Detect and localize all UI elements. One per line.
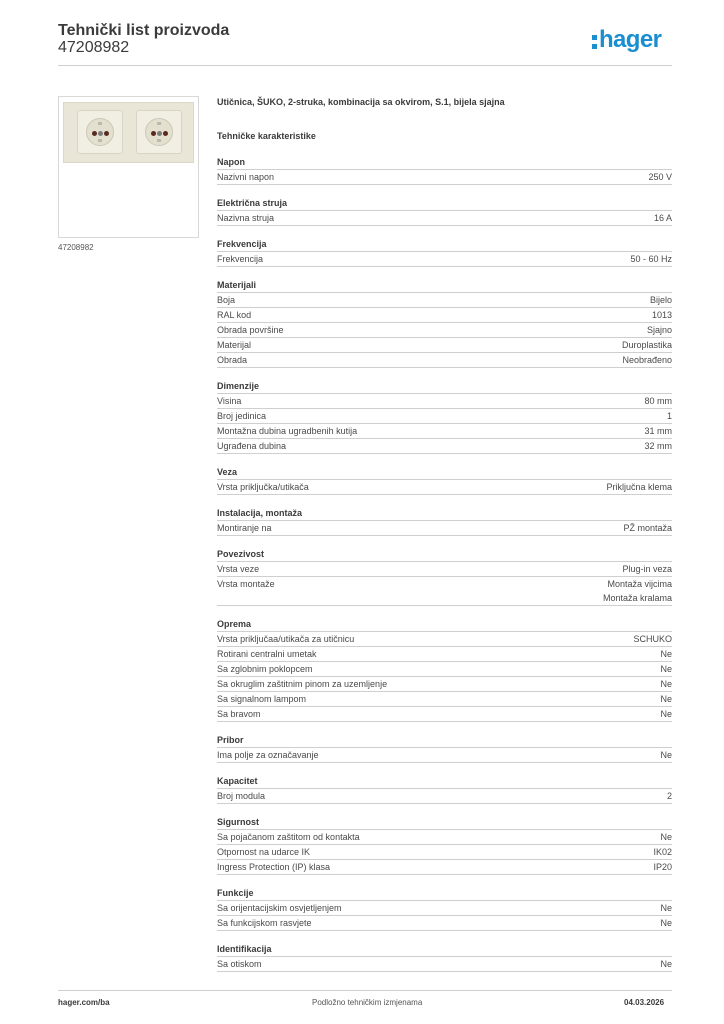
spec-value-line: Ne	[660, 832, 672, 842]
product-image	[58, 96, 199, 238]
spec-label: Visina	[217, 396, 242, 406]
spec-value	[644, 424, 672, 438]
spec-row	[217, 480, 672, 495]
spec-value	[654, 211, 672, 225]
spec-row	[217, 632, 672, 647]
spec-row	[217, 830, 672, 845]
spec-value	[622, 338, 672, 352]
spec-value-line: Ne	[660, 649, 672, 659]
spec-group-title: Funkcije	[217, 887, 672, 901]
spec-value-line: Ne	[660, 918, 672, 928]
spec-label: Rotirani centralni umetak	[217, 649, 317, 659]
spec-row	[217, 748, 672, 763]
spec-value-line: Montaža kralama	[602, 593, 672, 603]
spec-row	[217, 424, 672, 439]
spec-label: RAL kod	[217, 310, 252, 320]
spec-label: Obrada	[217, 355, 248, 365]
spec-row	[217, 323, 672, 338]
spec-group	[217, 734, 672, 763]
footer-date: 04.03.2026	[624, 998, 665, 1007]
spec-label: Ugrađena dubina	[217, 441, 287, 451]
footer-divider	[58, 990, 672, 991]
spec-label: Materijal	[217, 340, 252, 350]
spec-label: Montažna dubina ugradbenih kutija	[217, 426, 358, 436]
spec-value	[622, 353, 672, 367]
spec-value-line: Plug-in veza	[622, 564, 672, 574]
spec-value-line: 1013	[651, 310, 672, 320]
spec-row	[217, 845, 672, 860]
spec-group	[217, 380, 672, 454]
spec-group-title: Instalacija, montaža	[217, 507, 672, 521]
footer-notice: Podložno tehničkim izmjenama	[312, 998, 423, 1007]
spec-label: Vrsta priključka/utikača	[217, 482, 309, 492]
spec-value-line: 32 mm	[644, 441, 672, 451]
spec-value-line: 2	[666, 791, 672, 801]
spec-value-line: Duroplastika	[621, 340, 672, 350]
spec-value-line: Ne	[660, 679, 672, 689]
header-divider	[58, 65, 672, 66]
spec-row	[217, 957, 672, 972]
spec-value-line: Ne	[660, 664, 672, 674]
spec-value-line: IP20	[653, 862, 672, 872]
spec-group	[217, 618, 672, 722]
spec-value	[644, 394, 672, 408]
spec-group-title: Napon	[217, 156, 672, 170]
spec-label: Otpornost na udarce IK	[217, 847, 311, 857]
spec-group-title: Oprema	[217, 618, 672, 632]
spec-group	[217, 775, 672, 804]
spec-row	[217, 692, 672, 707]
spec-label: Sa zglobnim poklopcem	[217, 664, 313, 674]
spec-value	[653, 860, 672, 874]
spec-group-title: Identifikacija	[217, 943, 672, 957]
spec-value	[660, 748, 672, 762]
spec-value-line: Montaža vijcima	[607, 579, 672, 589]
socket-right-icon	[136, 110, 182, 154]
spec-row	[217, 789, 672, 804]
spec-value-line: Neobrađeno	[622, 355, 672, 365]
spec-row	[217, 308, 672, 323]
spec-group-title: Materijali	[217, 279, 672, 293]
spec-value	[667, 409, 672, 423]
spec-label: Boja	[217, 295, 236, 305]
logo-dots-icon	[592, 35, 598, 53]
spec-value	[660, 957, 672, 971]
spec-group	[217, 507, 672, 536]
spec-label: Broj jedinica	[217, 411, 267, 421]
footer-website: hager.com/ba	[58, 998, 110, 1007]
spec-group	[217, 197, 672, 226]
spec-row	[217, 293, 672, 308]
spec-label: Sa okruglim zaštitnim pinom za uzemljenje	[217, 679, 388, 689]
socket-left-icon	[77, 110, 123, 154]
spec-row	[217, 901, 672, 916]
hager-logo	[592, 28, 678, 56]
spec-value	[633, 632, 672, 646]
spec-value-line: IK02	[653, 847, 672, 857]
spec-value	[660, 830, 672, 844]
spec-value	[652, 308, 672, 322]
spec-value	[603, 577, 672, 605]
spec-group	[217, 156, 672, 185]
spec-label: Sa pojačanom zaštitom od kontakta	[217, 832, 360, 842]
spec-group-title: Električna struja	[217, 197, 672, 211]
spec-value	[647, 323, 672, 337]
spec-value-line: Ne	[660, 903, 672, 913]
spec-group-title: Povezivost	[217, 548, 672, 562]
spec-value	[606, 480, 672, 494]
spec-row	[217, 521, 672, 536]
spec-row	[217, 338, 672, 353]
spec-value-line: Ne	[660, 709, 672, 719]
spec-row	[217, 170, 672, 185]
document-number: 47208982	[58, 39, 130, 56]
spec-value-line: 1	[666, 411, 672, 421]
spec-group-title: Dimenzije	[217, 380, 672, 394]
spec-value	[653, 845, 672, 859]
spec-value-line: PŽ montaža	[623, 523, 672, 533]
spec-value-line: 80 mm	[644, 396, 672, 406]
spec-group	[217, 943, 672, 972]
spec-value-line: 250 V	[648, 172, 672, 182]
spec-group	[217, 466, 672, 495]
specification-table	[217, 156, 672, 984]
spec-value	[648, 170, 672, 184]
spec-value-line: Ne	[660, 750, 672, 760]
spec-label: Sa funkcijskom rasvjete	[217, 918, 312, 928]
spec-row	[217, 562, 672, 577]
spec-row	[217, 662, 672, 677]
spec-value	[630, 252, 672, 266]
spec-label: Nazivni napon	[217, 172, 275, 182]
spec-value	[660, 916, 672, 930]
spec-row	[217, 577, 672, 606]
spec-row	[217, 916, 672, 931]
spec-label: Montiranje na	[217, 523, 272, 533]
spec-row	[217, 860, 672, 875]
spec-group-title: Frekvencija	[217, 238, 672, 252]
spec-row	[217, 707, 672, 722]
spec-value	[660, 662, 672, 676]
spec-value-line: Ne	[660, 959, 672, 969]
spec-group	[217, 238, 672, 267]
spec-value	[644, 439, 672, 453]
spec-label: Sa signalnom lampom	[217, 694, 307, 704]
spec-value	[650, 293, 672, 307]
spec-row	[217, 439, 672, 454]
spec-label: Nazivna struja	[217, 213, 275, 223]
spec-label: Obrada površine	[217, 325, 284, 335]
spec-value	[667, 789, 672, 803]
spec-row	[217, 211, 672, 226]
spec-value	[660, 647, 672, 661]
spec-value-line: Ne	[660, 694, 672, 704]
spec-value-line: 50 - 60 Hz	[630, 254, 672, 264]
spec-value	[660, 901, 672, 915]
spec-label: Ingress Protection (IP) klasa	[217, 862, 331, 872]
spec-value	[623, 521, 672, 535]
spec-group-title: Pribor	[217, 734, 672, 748]
spec-value	[660, 707, 672, 721]
spec-value-line: Bijelo	[649, 295, 672, 305]
spec-value	[622, 562, 672, 576]
spec-row	[217, 252, 672, 267]
spec-label: Sa bravom	[217, 709, 261, 719]
spec-group-title: Veza	[217, 466, 672, 480]
product-image-caption: 47208982	[58, 243, 94, 252]
spec-label: Vrsta priključaa/utikača za utičnicu	[217, 634, 355, 644]
spec-group-title: Kapacitet	[217, 775, 672, 789]
spec-label: Ima polje za označavanje	[217, 750, 319, 760]
spec-value-line: 16 A	[653, 213, 672, 223]
spec-row	[217, 409, 672, 424]
document-title: Tehnički list proizvoda	[58, 22, 230, 39]
spec-group	[217, 887, 672, 931]
spec-group	[217, 548, 672, 606]
spec-value-line: SCHUKO	[633, 634, 672, 644]
specs-section-title: Tehničke karakteristike	[217, 131, 316, 141]
socket-frame-image	[63, 102, 194, 163]
spec-row	[217, 353, 672, 368]
spec-value	[660, 677, 672, 691]
spec-row	[217, 647, 672, 662]
spec-value-line: 31 mm	[644, 426, 672, 436]
product-description: Utičnica, ŠUKO, 2-struka, kombinacija sa okvirom, S.1, bijela sjajna	[217, 97, 505, 107]
spec-label: Frekvencija	[217, 254, 264, 264]
spec-group-title: Sigurnost	[217, 816, 672, 830]
spec-label: Vrsta montaže	[217, 579, 275, 589]
spec-label: Sa orijentacijskim osvjetljenjem	[217, 903, 342, 913]
spec-value-line: Sjajno	[646, 325, 672, 335]
logo-wordmark: hager	[599, 26, 662, 53]
spec-row	[217, 677, 672, 692]
spec-label: Vrsta veze	[217, 564, 260, 574]
spec-label: Sa otiskom	[217, 959, 262, 969]
spec-value	[660, 692, 672, 706]
spec-value-line: Priključna klema	[606, 482, 672, 492]
spec-group	[217, 816, 672, 875]
spec-label: Broj modula	[217, 791, 266, 801]
spec-row	[217, 394, 672, 409]
spec-group	[217, 279, 672, 368]
